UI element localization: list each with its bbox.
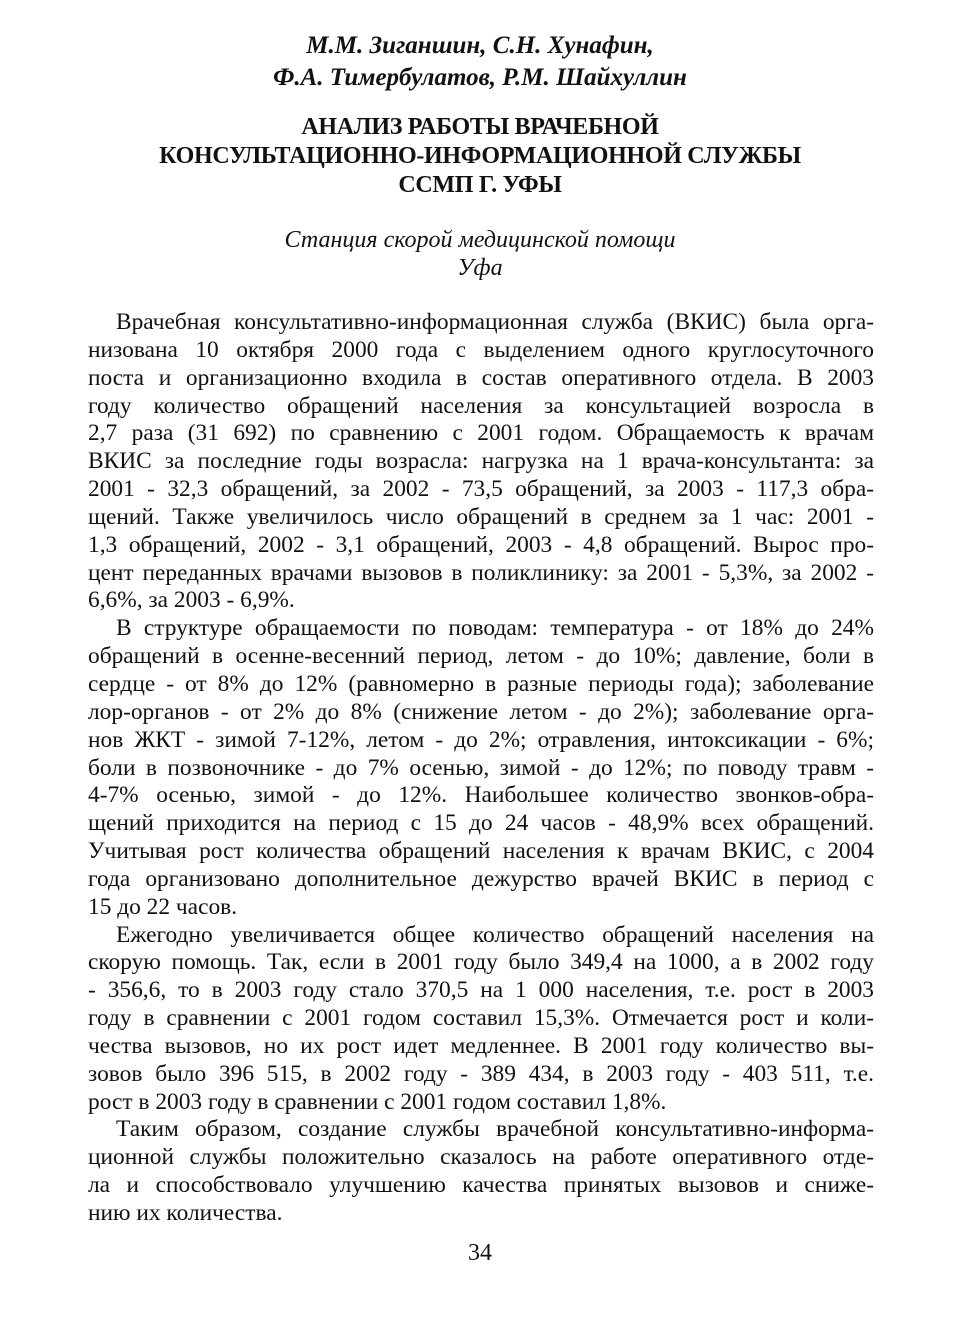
text-line: - 356,6, то в 2003 году стало 370,5 на 1 000 населения, т.е. рост в 2003 [88,977,874,1004]
text-line: лор-органов - от 2% до 8% (снижение летом - до 2%); заболевание орга- [88,698,874,725]
text-line: Врачебная консультативно-информационная служба (ВКИС) была орга- [116,309,874,335]
text-line: 2001 - 32,3 обращений, за 2002 - 73,5 обращений, за 2003 - 117,3 обра- [88,476,874,503]
article-body [88,309,874,1228]
text-line: боли в позвоночнике - до 7% осенью, зимой - до 12%; по поводу травм - [88,754,874,781]
text-line: года организовано дополнительное дежурство врачей ВКИС в период с [88,865,874,892]
paragraph [88,922,874,1117]
affiliation-line: Уфа [457,255,503,281]
text-line: низована 10 октября 2000 года с выделением одного круглосуточного [88,336,874,363]
paragraph [88,1116,874,1227]
authors-line: М.М. Зиганшин, С.Н. Хунафин, [306,32,654,59]
affiliation-line: Станция скорой медицинской помощи [284,227,676,253]
text-line: чества вызовов, но их рост идет медленнее. В 2001 году количество вы- [88,1032,874,1059]
text-line: году количество обращений населения за консультацией возросла в [88,392,874,419]
text-line: 4-7% осенью, зимой - до 12%. Наибольшее количество звонков-обра- [88,782,874,809]
text-line: щений. Также увеличилось число обращений в среднем за 1 час: 2001 - [88,503,874,530]
paragraph [88,615,874,921]
text-line: Учитывая рост количества обращений населения к врачам ВКИС, с 2004 [88,838,874,865]
text-line: 2,7 раза (31 692) по сравнению с 2001 годом. Обращаемость к врачам [88,420,874,447]
article-title [0,113,960,200]
title-line: АНАЛИЗ РАБОТЫ ВРАЧЕБНОЙ [301,114,659,140]
paragraph [88,309,874,615]
affiliation [0,226,960,282]
text-line: щений приходится на период с 15 до 24 часов - 48,9% всех обращений. [88,810,874,837]
text-line: поста и организационно входила в состав оперативного отдела. В 2003 [88,364,874,391]
title-line: ССМП Г. УФЫ [398,172,562,198]
text-line: нию их количества. [88,1200,283,1226]
text-line: скорую помощь. Так, если в 2001 году было 349,4 на 1000, а в 2002 году [88,949,874,976]
text-line: Таким образом, создание службы врачебной консультативно-информа- [116,1116,874,1143]
text-line: В структуре обращаемости по поводам: температура - от 18% до 24% [116,615,874,642]
text-line: году в сравнении с 2001 годом составил 15,3%. Отмечается рост и коли- [88,1005,874,1032]
text-line: ционной службы положительно сказалось на работе оперативного отде- [88,1144,874,1171]
text-line: цент переданных врачами вызовов в поликлинику: за 2001 - 5,3%, за 2002 - [88,559,874,586]
authors [0,30,960,94]
title-line: КОНСУЛЬТАЦИОННО-ИНФОРМАЦИОННОЙ СЛУЖБЫ [159,143,801,169]
text-line: обращений в осенне-весенний период, летом - до 10%; давление, боли в [88,643,874,670]
text-line: рост в 2003 году в сравнении с 2001 годом составил 1,8%. [88,1088,667,1115]
text-line: 1,3 обращений, 2002 - 3,1 обращений, 2003 - 4,8 обращений. Вырос про- [88,531,874,558]
text-line: ла и способствовало улучшению качества принятых вызовов и сниже- [88,1172,874,1199]
text-line: 15 до 22 часов. [88,893,238,920]
page-number: 34 [468,1240,492,1266]
authors-line: Ф.А. Тимербулатов, Р.М. Шайхуллин [273,64,687,91]
text-line: ВКИС за последние годы возрасла: нагрузка на 1 врача-консультанта: за [88,448,874,475]
text-line: нов ЖКТ - зимой 7-12%, летом - до 2%; отравления, интоксикации - 6%; [88,726,874,753]
text-line: зовов было 396 515, в 2002 году - 389 434, в 2003 году - 403 511, т.е. [88,1060,874,1087]
text-line: Ежегодно увеличивается общее количество обращений населения на [116,921,874,948]
text-line: 6,6%, за 2003 - 6,9%. [88,587,295,614]
text-line: сердце - от 8% до 12% (равномерно в разные периоды года); заболевание [88,670,874,697]
